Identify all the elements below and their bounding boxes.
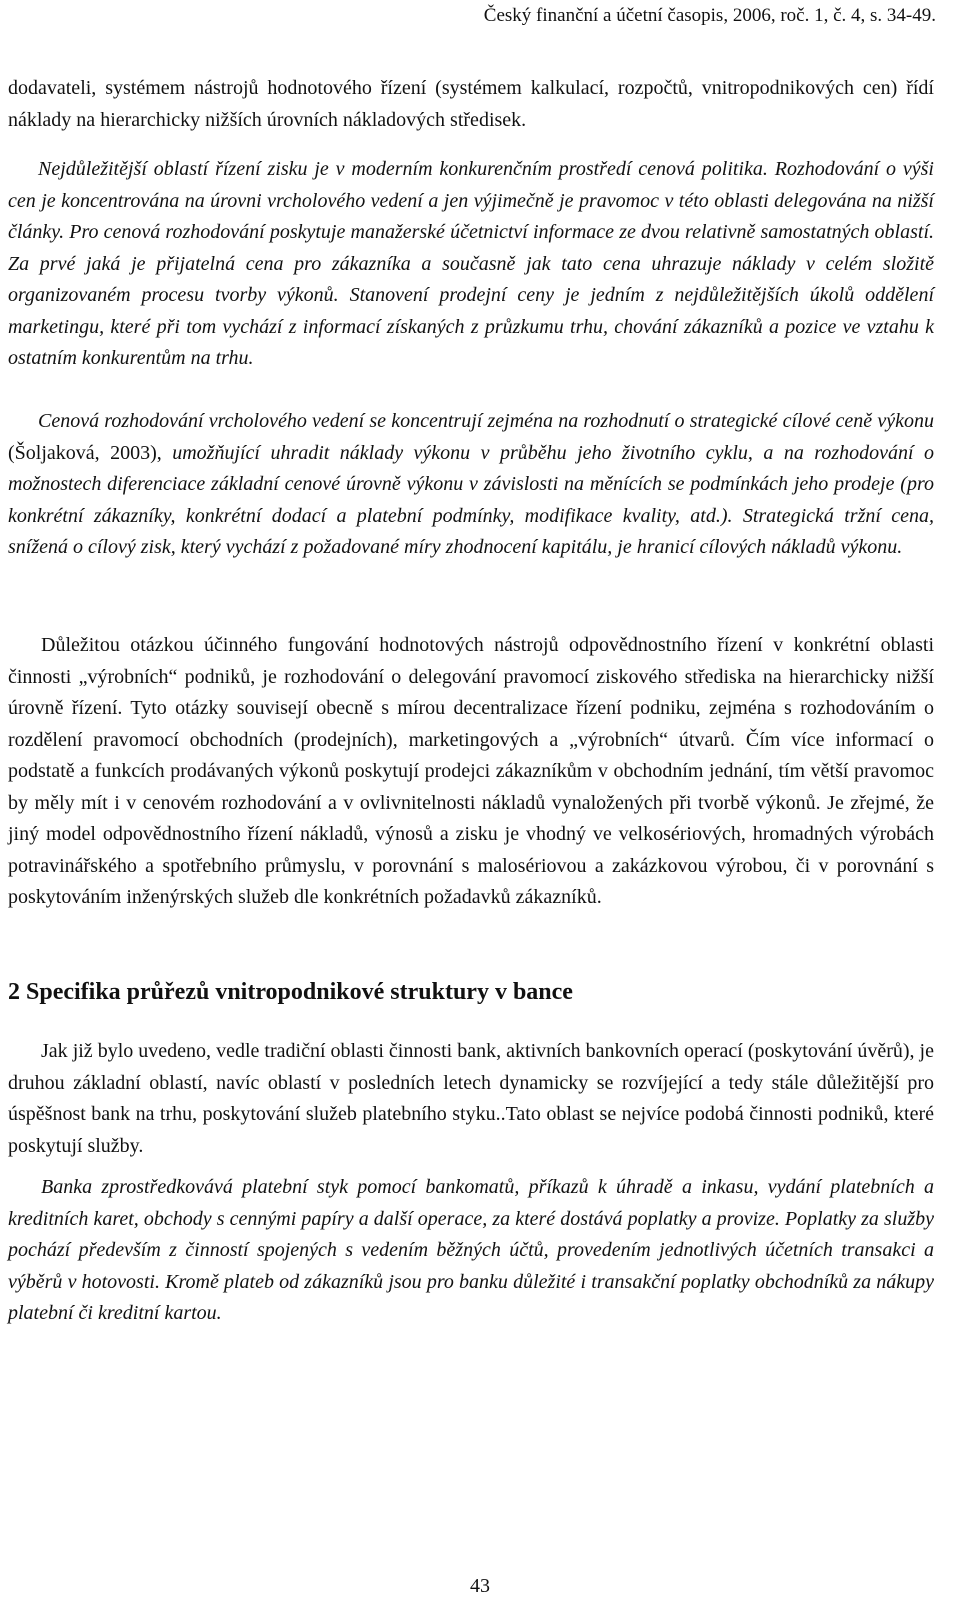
- paragraph-1: dodavateli, systémem nástrojů hodnotového řízení (systémem kalkulací, rozpočtů, vnitropodnikových cen) řídí náklady na hierarchicky nižších úrovních nákladových středisek.: [8, 77, 934, 131]
- paragraph-6-payment-services: Banka zprostředkovává platební styk pomocí bankomatů, příkazů k úhradě a inkasu, vydání platebních a kreditních karet, obchody s cennými papíry a další operace, za které dostává poplatky a provize. Poplatky za služby pochází především z činností spojených s vedením běžných účtů, provedením jednotlivých účetních transakci a výběrů v hotovosti. Kromě plateb od zákazníků jsou pro banku důležité i transakční poplatky obchodníků za nákupy platební či kreditní kartou.: [8, 1176, 934, 1324]
- section-heading: 2 Specifika průřezů vnitropodnikové struktury v bance: [8, 979, 573, 1005]
- paragraph-3-text-a: Cenová rozhodování vrcholového vedení se koncentrují zejména na rozhodnutí o strategické cílové ceně výkonu: [38, 410, 934, 432]
- paragraph-3-strategic-price: [8, 406, 934, 564]
- paragraph-3-text-b: umožňující uhradit náklady výkonu v průběhu jeho životního cyklu, a na rozhodování o možnostech diferenciace základní cenové úrovně výkonu v závislosti na měnících se podmínkách jeho prodeje (pro konkrétní zákazníky, konkrétní dodací a platební podmínky, modifikace kvality, atd.). Strategická tržní cena, snížená o cílový zisk, který vychází z požadované míry zhodnocení kapitálu, je hranicí cílových nákladů výkonu.: [8, 441, 934, 558]
- journal-citation-header: Český finanční a účetní časopis, 2006, roč. 1, č. 4, s. 34-49.: [483, 5, 936, 26]
- page-number: 43: [470, 1575, 490, 1597]
- paragraph-3-citation: (Šoljaková, 2003),: [8, 441, 162, 464]
- paragraph-5-bank-services: Jak již bylo uvedeno, vedle tradiční oblasti činnosti bank, aktivních bankovních operací (poskytování úvěrů), je druhou základní oblastí, navíc oblastí v posledních letech dynamicky se rozvíjející a tedy stále důležitější pro úspěšnost bank na trhu, poskytování služeb platebního styku..Tato oblast se nejvíce podobá činnosti podniků, které poskytují služby.: [8, 1040, 934, 1157]
- paragraph-2-pricing-policy: Nejdůležitější oblastí řízení zisku je v moderním konkurenčním prostředí cenová politika. Rozhodování o výši cen je koncentrována na úrovni vrcholového vedení a jen výjimečně je pravomoc v této oblasti delegována na nižší články. Pro cenová rozhodování poskytuje manažerské účetnictví informace ze dvou relativně samostatných oblastí. Za prvé jaká je přijatelná cena pro zákazníka a současně jak tato cena uhrazuje náklady v celém složitě organizovaném procesu tvorby výkonů. Stanovení prodejní ceny je jedním z nejdůležitějších úkolů oddělení marketingu, které při tom vychází z informací získaných z průzkumu trhu, chování zákazníků a pozice ve vztahu k ostatním konkurentům na trhu.: [8, 158, 934, 369]
- paragraph-4-responsibility: Důležitou otázkou účinného fungování hodnotových nástrojů odpovědnostního řízení v konkrétní oblasti činnosti „výrobních“ podniků, je rozhodování o delegování pravomocí ziskového střediska na hierarchicky nižší úrovně řízení. Tyto otázky souvisejí obecně s mírou decentralizace řízení podniku, zejména s rozhodováním o rozdělení pravomocí obchodních (prodejních), marketingových a „výrobních“ útvarů. Čím více informací o podstatě a funkcích prodávaných výkonů poskytují prodejci zákazníkům v obchodním jednání, tím větší pravomoc by měly mít i v cenovém rozhodování a v ovlivnitelnosti nákladů vynaložených při tvorbě výkonů. Je zřejmé, že jiný model odpovědnostního řízení nákladů, výnosů a zisku je vhodný ve velkosériových, hromadných výrobách potravinářského a spotřebního průmyslu, v porovnání s malosériovou a zakázkovou výrobou, či v porovnání s poskytováním inženýrských služeb dle konkrétních požadavků zákazníků.: [8, 634, 934, 908]
